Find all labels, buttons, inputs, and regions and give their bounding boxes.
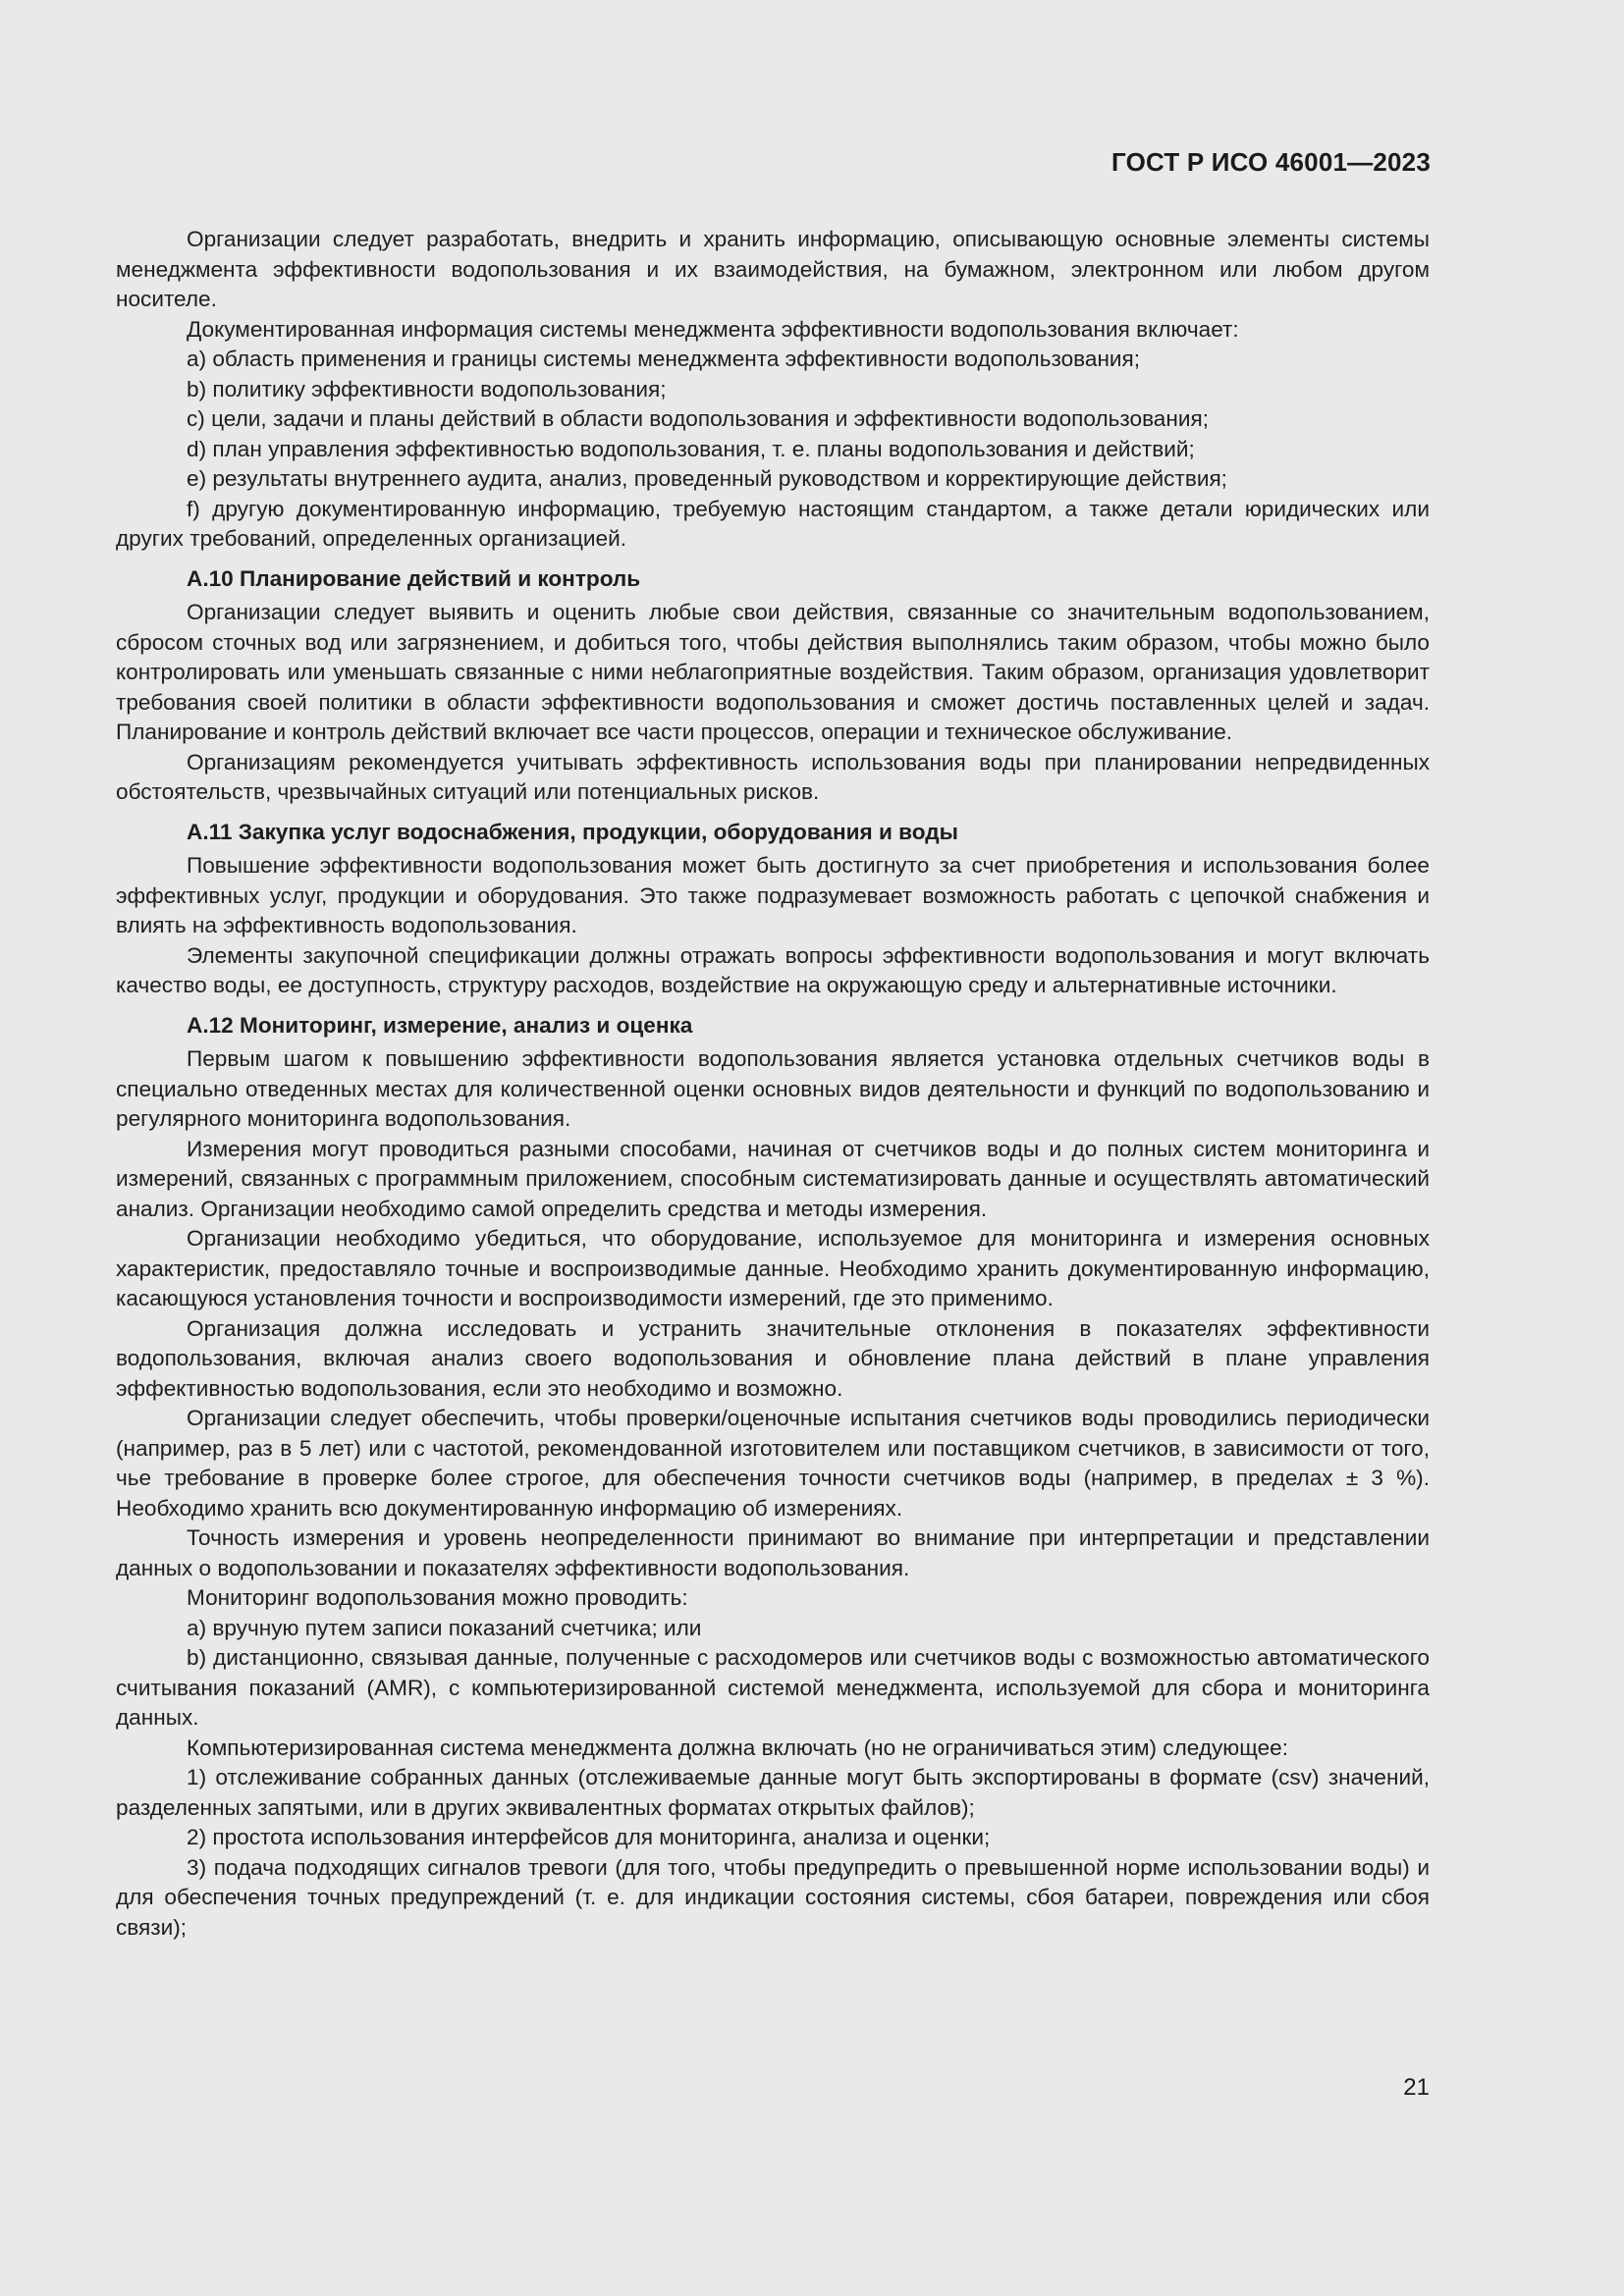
document-code-header: ГОСТ Р ИСО 46001—2023 <box>1110 147 1431 177</box>
page-content <box>116 225 1430 1943</box>
paragraph: Организации следует выявить и оценить любые свои действия, связанные со значительным водопользованием, сбросом сточных вод или загрязнением, и добиться того, чтобы действия выполнялись таким образом, чтобы можно было контролировать или уменьшать связанные с ними неблагоприятные воздействия. Таким образом, организация удовлетворит требования своей политики в области эффективности водопользования и сможет достичь поставленных целей и задач. Планирование и контроль действий включает все части процессов, операции и техническое обслуживание. <box>116 600 1430 744</box>
paragraph: Документированная информация системы менеджмента эффективности водопользования включает: <box>187 316 1239 342</box>
section-heading-a11: А.11 Закупка услуг водоснабжения, продукции, оборудования и воды <box>187 819 958 844</box>
paragraph: Первым шагом к повышению эффективности водопользования является установка отдельных счетчиков воды в специально отведенных местах для количественной оценки основных видов деятельности и функций по водопользованию и регулярного мониторинга водопользования. <box>116 1046 1430 1131</box>
paragraph: Компьютеризированная система менеджмента должна включать (но не ограничиваться этим) следующее: <box>187 1735 1288 1760</box>
list-item: a) область применения и границы системы менеджмента эффективности водопользования; <box>187 347 1141 371</box>
paragraph: Организации необходимо убедиться, что оборудование, используемое для мониторинга и измерения основных характеристик, предоставляло точные и воспроизводимые данные. Необходимо хранить документированную информацию, касающуюся установления точности и воспроизводимости измерений, где это применимо. <box>116 1226 1430 1310</box>
paragraph: Элементы закупочной спецификации должны отражать вопросы эффективности водопользования и могут включать качество воды, ее доступность, структуру расходов, воздействие на окружающую среду и альтернативные источники. <box>116 942 1430 997</box>
paragraph: Организации следует разработать, внедрить и хранить информацию, описывающую основные элементы системы менеджмента эффективности водопользования и их взаимодействия, на бумажном, электронном или любом другом носителе. <box>116 227 1430 311</box>
list-item: e) результаты внутреннего аудита, анализ, проведенный руководством и корректирующие действия; <box>187 466 1227 491</box>
list-item: f) другую документированную информацию, требуемую настоящим стандартом, а также детали юридических или других требований, определенных организацией. <box>116 496 1430 551</box>
paragraph: Организациям рекомендуется учитывать эффективность использования воды при планировании непредвиденных обстоятельств, чрезвычайных ситуаций или потенциальных рисков. <box>116 749 1430 804</box>
list-item: b) политику эффективности водопользования; <box>187 376 667 401</box>
list-item: c) цели, задачи и планы действий в области водопользования и эффективности водопользования; <box>187 406 1209 431</box>
list-item: b) дистанционно, связывая данные, полученные с расходомеров или счетчиков воды с возможностью автоматического считывания показаний (AMR), с компьютеризированной системой менеджмента, используемой для сбора и мониторинга данных. <box>116 1645 1430 1730</box>
paragraph: Мониторинг водопользования можно проводить: <box>187 1585 688 1610</box>
paragraph: Точность измерения и уровень неопределенности принимают во внимание при интерпретации и представлении данных о водопользовании и показателях эффективности водопользования. <box>116 1525 1430 1580</box>
list-item: d) план управления эффективностью водопользования, т. е. планы водопользования и действий; <box>187 436 1195 461</box>
page-number: 21 <box>1403 2074 1430 2101</box>
paragraph: Измерения могут проводиться разными способами, начиная от счетчиков воды и до полных систем мониторинга и измерений, связанных с программным приложением, способным систематизировать данные и осуществлять автоматический анализ. Организации необходимо самой определить средства и методы измерения. <box>116 1136 1430 1221</box>
list-item: 2) простота использования интерфейсов для мониторинга, анализа и оценки; <box>187 1825 991 1849</box>
paragraph: Организации следует обеспечить, чтобы проверки/оценочные испытания счетчиков воды проводились периодически (например, раз в 5 лет) или с частотой, рекомендованной изготовителем или поставщиком счетчиков, в зависимости от того, чье требование в проверке более строгое, для обеспечения точности счетчиков воды (например, в пределах ± 3 %). Необходимо хранить всю документированную информацию об измерениях. <box>116 1406 1430 1521</box>
paragraph: Повышение эффективности водопользования может быть достигнуто за счет приобретения и использования более эффективных услуг, продукции и оборудования. Это также подразумевает возможность работать с цепочкой снабжения и влиять на эффективность водопользования. <box>116 853 1430 937</box>
section-heading-a12: А.12 Мониторинг, измерение, анализ и оценка <box>187 1012 693 1038</box>
list-item: 1) отслеживание собранных данных (отслеживаемые данные могут быть экспортированы в формате (csv) значений, разделенных запятыми, или в других эквивалентных форматах открытых файлов); <box>116 1765 1430 1820</box>
list-item: 3) подача подходящих сигналов тревоги (для того, чтобы предупредить о превышенной норме использовании воды) и для обеспечения точных предупреждений (т. е. для индикации состояния системы, сбоя батареи, повреждения или сбоя связи); <box>116 1854 1430 1940</box>
section-heading-a10: А.10 Планирование действий и контроль <box>187 565 641 591</box>
paragraph: Организация должна исследовать и устранить значительные отклонения в показателях эффективности водопользования, включая анализ своего водопользования и обновление плана действий в плане управления эффективностью водопользования, если это необходимо и возможно. <box>116 1315 1430 1401</box>
list-item: a) вручную путем записи показаний счетчика; или <box>187 1615 702 1640</box>
